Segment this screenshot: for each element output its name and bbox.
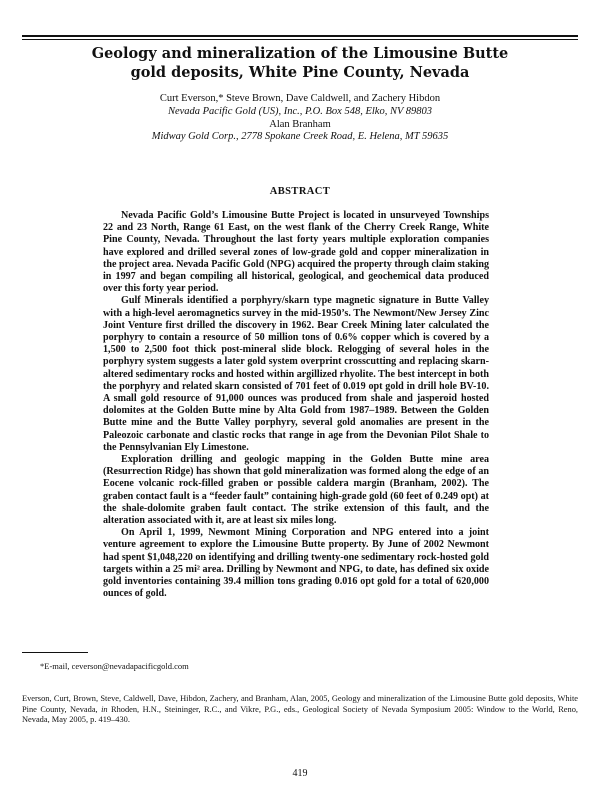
title-line-2: gold deposits, White Pine County, Nevada	[130, 64, 470, 81]
abstract-paragraph: Exploration drilling and geologic mapping in the Golden Butte mine area (Resurrection Ridge) has shown that gold mineralization was formed along the edge of an Eocene volcanic rock-filled graben or possible caldera margin (Branham, 2002). The graben contact fault is a “feeder fault” containing high-grade gold (60 feet of 0.249 opt) at the shale-dolomite graben fault contact. The strike extension of this fault, and the alteration associated with it, are at least six miles long.	[103, 454, 489, 527]
paper-title	[40, 44, 560, 82]
footnote-email: *E-mail, ceverson@nevadapacificgold.com	[40, 661, 189, 671]
abstract-body	[103, 210, 489, 601]
footnote-rule	[22, 652, 88, 653]
author-names-2: Alan Branham	[269, 118, 331, 130]
citation-part-1: Everson, Curt, Brown, Steve, Caldwell, Dave, Hibdon, Zachery, and Branham, Alan, 2005, Geology and mineralization of the Limousine Butte gold deposits, White Pine County, Nevada,	[22, 694, 578, 714]
header-rule-thick	[22, 35, 578, 37]
header-rule-thin	[22, 39, 578, 40]
author-block	[40, 93, 560, 144]
abstract-heading: ABSTRACT	[269, 186, 331, 197]
author-affiliation-2: Midway Gold Corp., 2778 Spokane Creek Road, E. Helena, MT 59635	[151, 131, 449, 143]
abstract-paragraph: Gulf Minerals identified a porphyry/skarn type magnetic signature in Butte Valley with a high-level aeromagnetics survey in the mid-1950’s. The Newmont/New Jersey Zinc Joint Venture first drilled the discovery in 1962. Bear Creek Mining later calculated the porphyry to contain a resource of 50 million tons of 0.6% copper which is covered by a 1,500 to 2,500 foot thick post-mineral slide block. Relogging of several holes in the porphyry system suggests a later gold system overprint crosscutting and replacing skarn-altered sedimentary rocks and hosted within argillized rhyolite. The best intercept in both the porphyry and related skarn consisted of 701 feet of 0.019 opt gold in drill hole BV-10. A small gold resource of 91,000 ounces was produced from shale and jasperoid hosted dolomites at the Golden Butte mine by Alta Gold from 1987–1989. Between the Golden Butte mine and the Butte Valley porphyry, several gold anomalies are present in the Paleozoic carbonate and clastic rocks that range in age from the Devonian Pilot Shale to the Pennsylvanian Ely Limestone.	[103, 295, 489, 453]
author-affiliation-1: Nevada Pacific Gold (US), Inc., P.O. Box 548, Elko, NV 89803	[167, 105, 433, 117]
abstract-paragraph: Nevada Pacific Gold’s Limousine Butte Project is located in unsurveyed Townships 22 and 23 North, Range 61 East, on the west flank of the Cherry Creek Range, White Pine County, Nevada. Throughout the last forty years multiple exploration companies have explored and drilled several zones of low-grade gold and copper mineralization in the project area. Nevada Pacific Gold (NPG) acquired the property through claim staking in 1997 and began compiling all historical, geological, and geochemical data produced over this forty year period.	[103, 210, 489, 295]
page-number: 419	[292, 768, 308, 779]
citation-part-2: Rhoden, H.N., Steininger, R.C., and Vikre, P.G., eds., Geological Society of Nevada Symposium 2005: Window to the World, Reno, Nevada, May 2005, p. 419–430.	[22, 704, 578, 725]
abstract-paragraph: On April 1, 1999, Newmont Mining Corporation and NPG entered into a joint venture agreement to explore the Limousine Butte property. By June of 2002 Newmont had spent $1,048,220 on identifying and drilling twenty-one sedimentary rock-hosted gold targets within a 25 mi² area. Drilling by Newmont and NPG, to date, has defined six oxide gold inventories containing 39.4 million tons grading 0.016 opt gold for a total of 620,000 ounces of gold.	[103, 527, 489, 600]
author-names-1: Curt Everson,* Steve Brown, Dave Caldwell, and Zachery Hibdon	[159, 93, 441, 104]
citation-block	[22, 694, 578, 726]
citation-in: in	[101, 704, 108, 714]
title-line-1: Geology and mineralization of the Limousine Butte	[91, 45, 509, 62]
